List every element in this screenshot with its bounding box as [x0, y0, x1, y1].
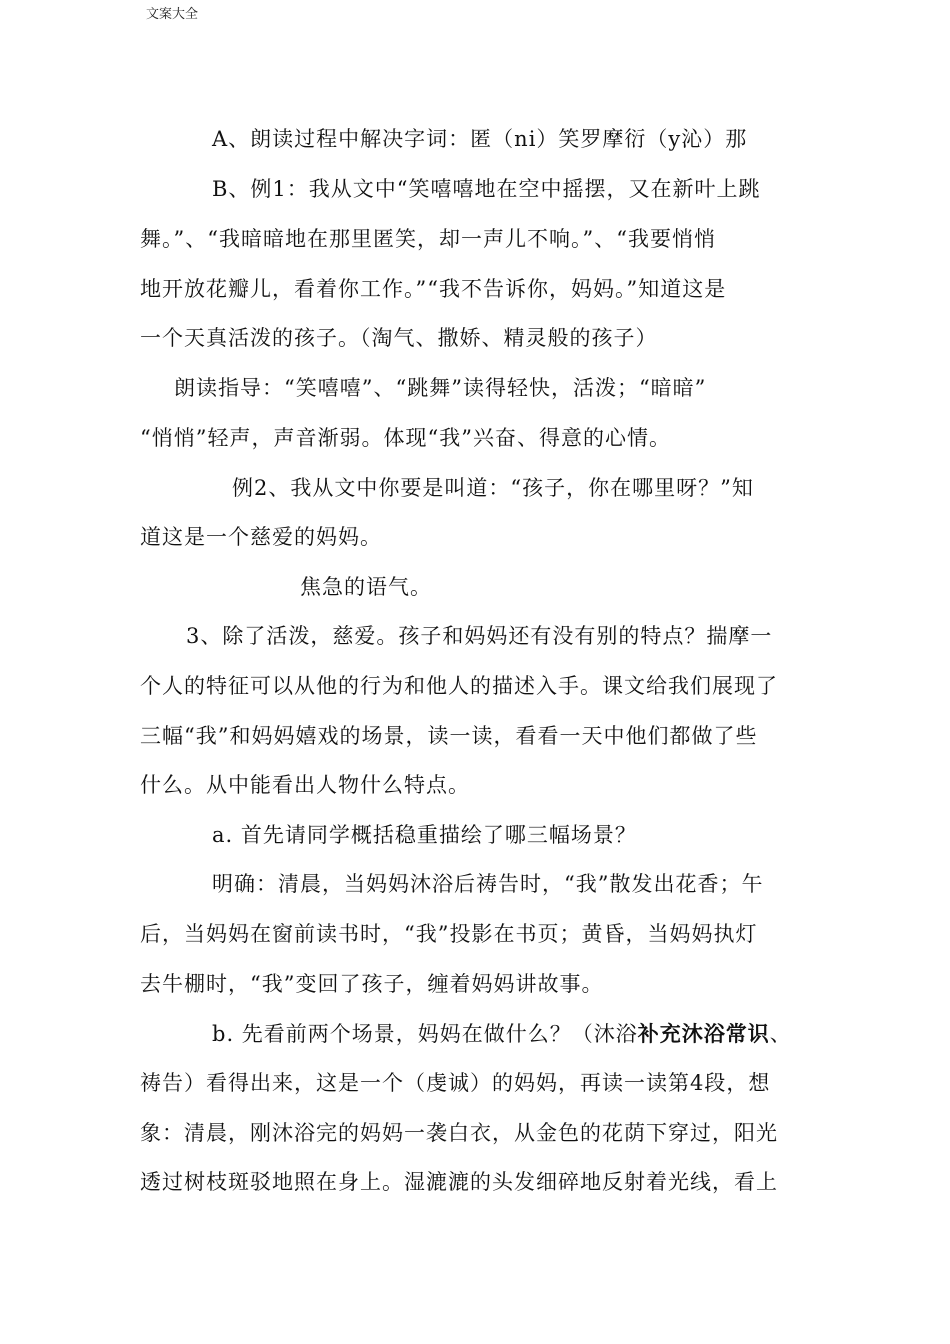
text-line: 例2、我从文中你要是叫道：“孩子，你在哪里呀？”知 [232, 476, 754, 500]
text-line: 3、除了活泼，慈爱。孩子和妈妈还有没有别的特点？揣摩一 [186, 624, 773, 648]
text-line: 个人的特征可以从他的行为和他人的描述入手。课文给我们展现了 [140, 674, 778, 698]
text-line: 后，当妈妈在窗前读书时，“我”投影在书页；黄昏，当妈妈执灯 [140, 922, 758, 946]
text-line: 明确：清晨，当妈妈沐浴后祷告时，“我”散发出花香；午 [212, 872, 764, 896]
text-line: A、朗读过程中解决字词：匿（ni）笑罗摩衍（y沁）那 [212, 127, 748, 151]
text-line: B、例1：我从文中“笑嘻嘻地在空中摇摆，又在新叶上跳 [212, 177, 761, 201]
text-line: a. 首先请同学概括稳重描绘了哪三幅场景？ [212, 823, 637, 847]
text-line: 祷告）看得出来，这是一个（虔诚）的妈妈，再读一读第4段，想 [140, 1071, 771, 1095]
text-line: 三幅“我”和妈妈嬉戏的场景，读一读，看看一天中他们都做了些 [140, 724, 758, 748]
text-line: 道这是一个慈爱的妈妈。 [140, 525, 382, 549]
text-line: 透过树枝斑驳地照在身上。湿漉漉的头发细碎地反射着光线，看上 [140, 1170, 778, 1194]
text-line: 象：清晨，刚沐浴完的妈妈一袭白衣，从金色的花荫下穿过，阳光 [140, 1121, 778, 1145]
text-line: 焦急的语气。 [300, 575, 432, 599]
text-line: 去牛棚时，“我”变回了孩子，缠着妈妈讲故事。 [140, 972, 604, 996]
text-segment: b. 先看前两个场景，妈妈在做什么？（沐浴 [212, 1022, 638, 1046]
text-line: 朗读指导：“笑嘻嘻”、“跳舞”读得轻快，活泼；“暗暗” [174, 376, 707, 400]
text-line: 一个天真活泼的孩子。（淘气、撒娇、精灵般的孩子） [140, 326, 658, 350]
text-line [212, 1020, 792, 1048]
text-line: 什么。从中能看出人物什么特点。 [140, 773, 470, 797]
text-line: 地开放花瓣儿，看着你工作。”“我不告诉你，妈妈。”知道这是 [140, 277, 727, 301]
text-segment: 、 [769, 1022, 792, 1046]
text-line: 舞。”、“我暗暗地在那里匿笑，却一声儿不响。”、“我要悄悄 [140, 227, 716, 251]
page-header: 文案大全 [146, 7, 199, 22]
text-line: “悄悄”轻声，声音渐弱。体现“我”兴奋、得意的心情。 [140, 426, 671, 450]
bold-phrase: 补充沐浴常识 [637, 1021, 770, 1046]
